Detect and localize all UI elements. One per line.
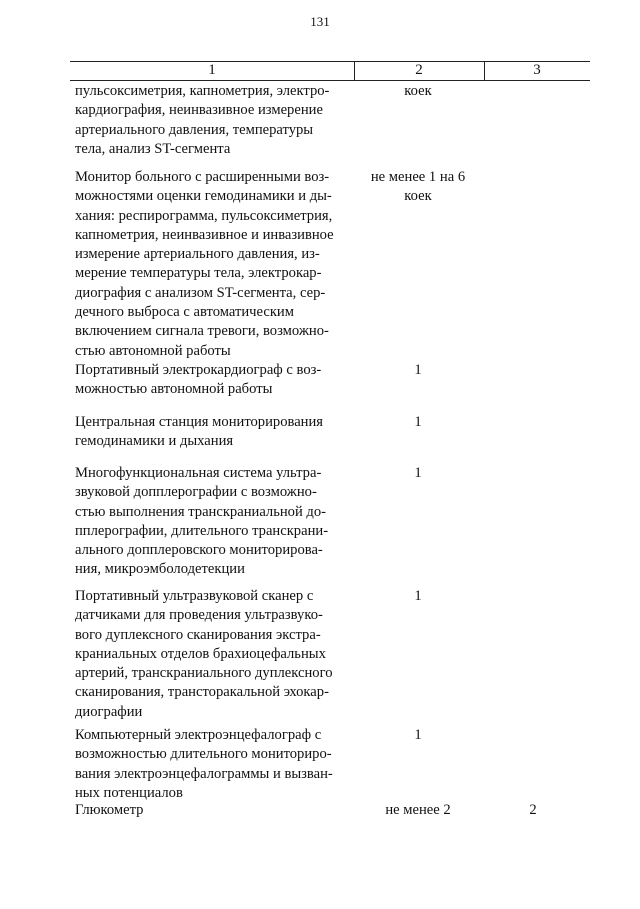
table-row-name: Портативный ультразвуковой сканер с датчиками для проведения ультразвуко- вого дуплексного сканирования экстра- краниальных отделов брахиоцефальных артерий, транскраниального дуплексного сканирования, трансторакальной эхокар- диографии: [75, 588, 333, 720]
table-row-name: Портативный электрокардиограф с воз- можностью автономной работы: [75, 362, 322, 398]
column-header-1: 1: [208, 62, 216, 78]
column-header-2: 2: [415, 62, 423, 78]
table-row-name: Многофункциональная система ультра- звуковой допплерографии с возможно- стью выполнения транскраниальной до- пплерографии, длительного транскрани- ального допплеровского мониторирова- ния, микроэмболодетекции: [75, 465, 329, 578]
table-row-quantity: не менее 2: [385, 802, 451, 818]
table-row-name: Компьютерный электроэнцефалограф с возможностью длительного мониториро- вания электроэнцефалограммы и вызван- ных потенциалов: [75, 727, 333, 801]
table-row-quantity: коек: [404, 83, 432, 99]
table-row-quantity: 1: [414, 588, 422, 604]
table-header-bottom-rule: [70, 80, 590, 81]
table-row-quantity: 1: [414, 465, 422, 481]
table-row-quantity: 1: [414, 727, 422, 743]
table-row-quantity: не менее 1 на 6 коек: [370, 169, 466, 205]
table-row-extra: 2: [529, 802, 537, 818]
table-row-name: пульсоксиметрия, капнометрия, электро- кардиография, неинвазивное измерение артериального давления, температуры тела, анализ ST-сегмента: [75, 83, 330, 157]
column-header-3: 3: [533, 62, 541, 78]
table-row-name: Центральная станция мониторирования гемодинамики и дыхания: [75, 414, 324, 450]
table-row-name: Глюкометр: [75, 802, 144, 818]
table-row-quantity: 1: [414, 362, 422, 378]
table-row-quantity: 1: [414, 414, 422, 430]
table-row-name: Монитор больного с расширенными воз- можностями оценки гемодинамики и ды- хания: респирограмма, пульсоксиметрия, капнометрия, неинвазивное и инвазивное измерение артериального давления, из- мерение температуры тела, электрокар- диография с анализом ST-сегмента, сер- дечного выброса с автоматическим включением сигнала тревоги, возможно- стью автономной работы: [75, 169, 334, 359]
page-number: 131: [310, 14, 330, 29]
